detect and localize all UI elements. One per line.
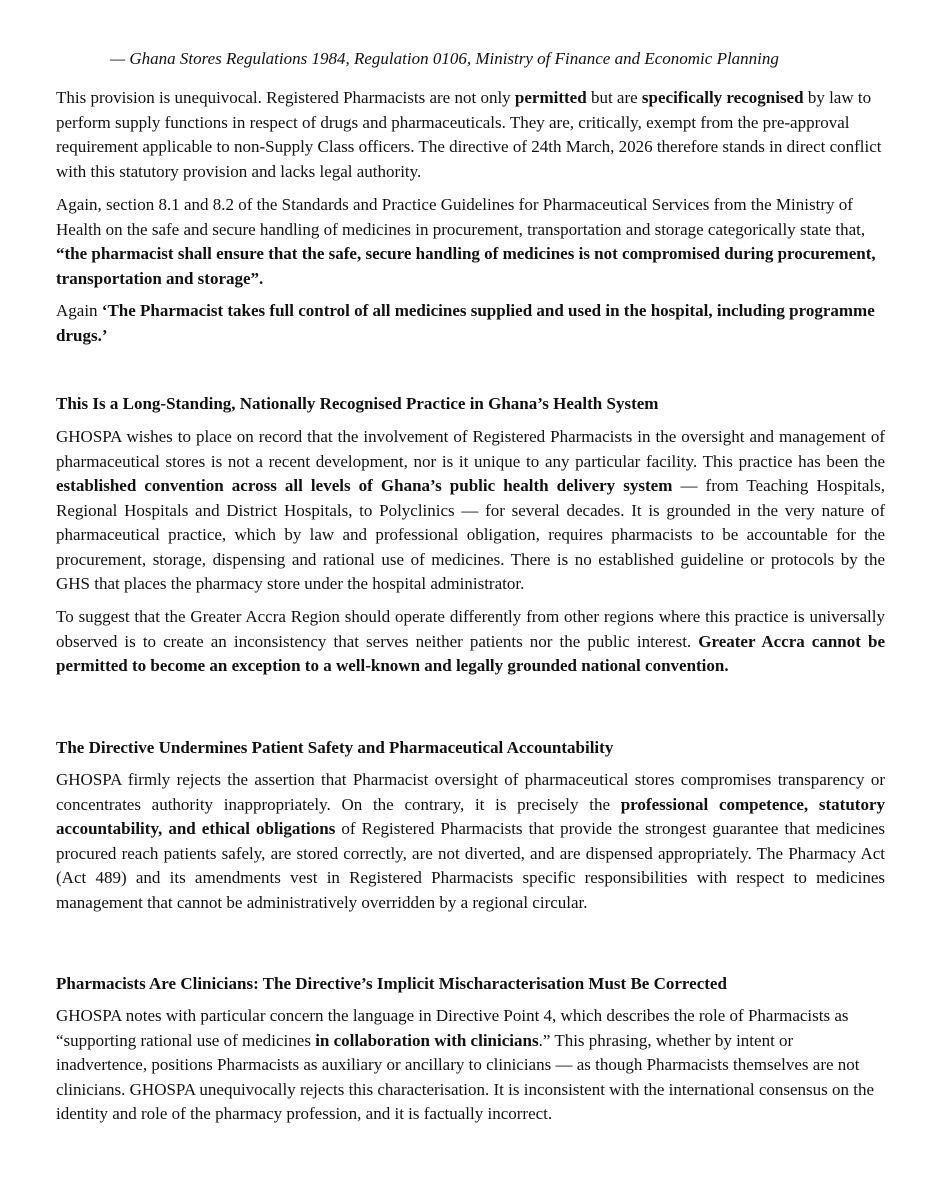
section-heading-long-standing-practice: This Is a Long-Standing, Nationally Recognised Practice in Ghana’s Health System [56,394,659,413]
paragraph-statutory-provision: This provision is unequivocal. Registered Pharmacists are not only permitted but are specifically recognised by law to perform supply functions in respect of drugs and pharmaceuticals. They are, critically, exempt from the pre-approval requirement applicable to non-Supply Class officers. The directive of 24th March, 2026 therefore stands in direct conflict with this statutory provision and lacks legal authority. [56,88,882,181]
paragraph-full-control: Again ‘The Pharmacist takes full control of all medicines supplied and used in the hospital, including programme drugs.’ [56,301,875,345]
paragraph-national-convention: GHOSPA wishes to place on record that the involvement of Registered Pharmacists in the oversight and management of pharmaceutical stores is not a recent development, nor is it unique to any particular facility. This practice has been the established convention across all levels of Ghana’s public health delivery system — from Teaching Hospitals, Regional Hospitals and District Hospitals, to Polyclinics — for several decades. It is grounded in the very nature of pharmaceutical practice, which by law and professional obligation, requires pharmacists to be accountable for the procurement, storage, dispensing and rational use of medicines. There is no established guideline or protocols by the GHS that places the pharmacy store under the hospital administrator. [56,427,885,593]
paragraph-clinicians: GHOSPA notes with particular concern the language in Directive Point 4, which describes the role of Pharmacists as “supporting rational use of medicines in collaboration with clinicians.” This phrasing, whether by intent or inadvertence, positions Pharmacists as auxiliary or ancillary to clinicians — as though Pharmacists themselves are not clinicians. GHOSPA unequivocally rejects this characterisation. It is inconsistent with the international consensus on the identity and role of the pharmacy profession, and it is factually incorrect. [56,1006,875,1123]
section-heading-pharmacists-clinicians: Pharmacists Are Clinicians: The Directive’s Implicit Mischaracterisation Must Be Corrected [56,974,727,993]
citation-quote: — Ghana Stores Regulations 1984, Regulation 0106, Ministry of Finance and Economic Planning [110,49,779,68]
paragraph-accountability: GHOSPA firmly rejects the assertion that Pharmacist oversight of pharmaceutical stores compromises transparency or concentrates authority inappropriately. On the contrary, it is precisely the professional competence, statutory accountability, and ethical obligations of Registered Pharmacists that provide the strongest guarantee that medicines procured reach patients safely, are stored correctly, are not diverted, and are dispensed appropriately. The Pharmacy Act (Act 489) and its amendments vest in Registered Pharmacists specific responsibilities with respect to medicines management that cannot be administratively overridden by a regional circular. [56,770,885,912]
paragraph-greater-accra: To suggest that the Greater Accra Region should operate differently from other regions where this practice is universally observed is to create an inconsistency that serves neither patients nor the public interest. Greater Accra cannot be permitted to become an exception to a well-known and legally grounded national convention. [56,607,885,675]
paragraph-standards-guidelines: Again, section 8.1 and 8.2 of the Standards and Practice Guidelines for Pharmaceutical Services from the Ministry of Health on the safe and secure handling of medicines in procurement, transportation and storage categorically state that, “the pharmacist shall ensure that the safe, secure handling of medicines is not compromised during procurement, transportation and storage”. [56,195,876,288]
section-heading-patient-safety: The Directive Undermines Patient Safety and Pharmaceutical Accountability [56,738,614,757]
